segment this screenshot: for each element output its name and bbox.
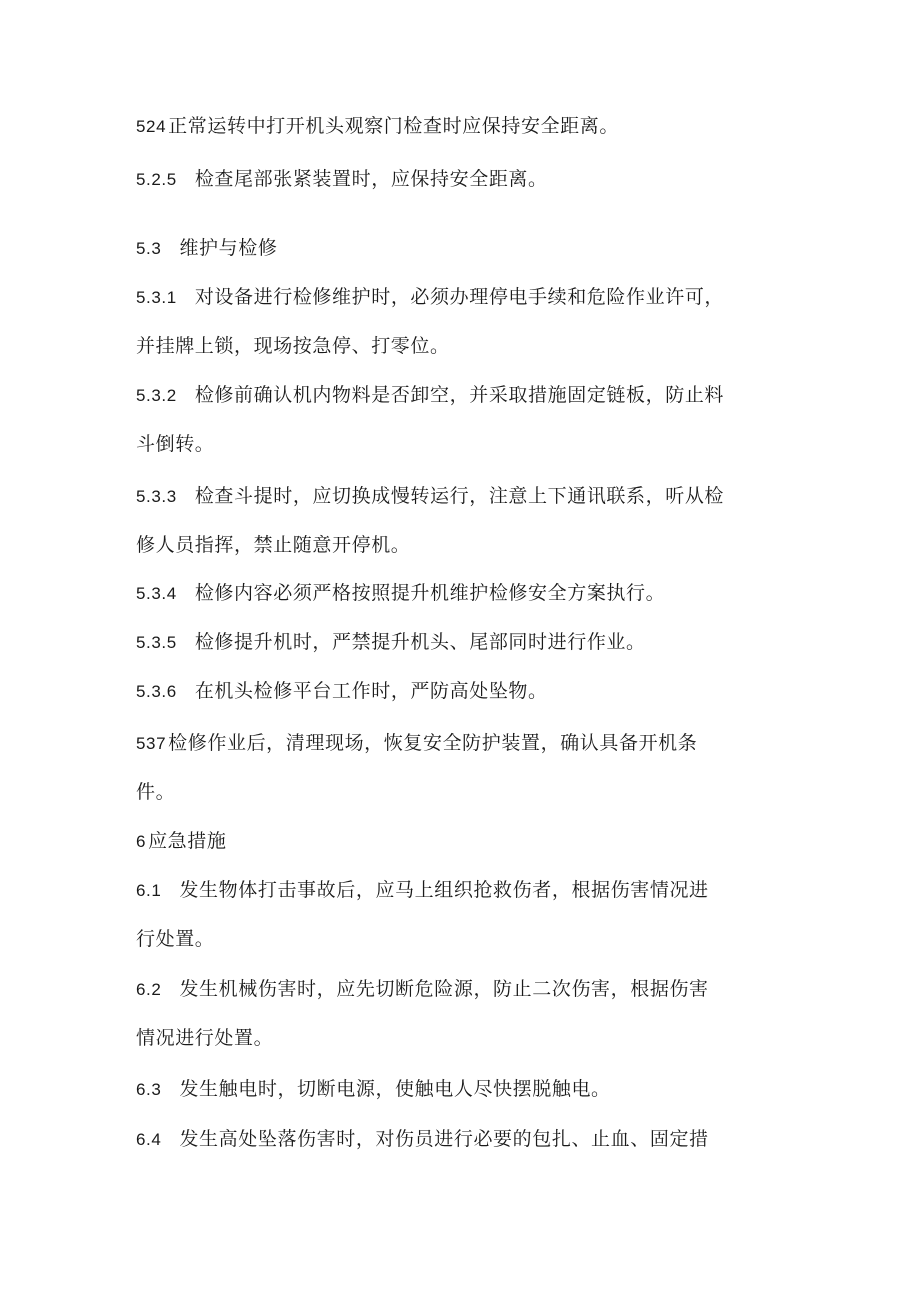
clause-text: 检修作业后，清理现场，恢复安全防护装置，确认具备开机条 bbox=[168, 732, 698, 754]
clause-number: 6.2 bbox=[136, 980, 162, 999]
section-heading bbox=[136, 236, 277, 261]
clause-text: 发生触电时，切断电源，使触电人尽快摆脱触电。 bbox=[179, 1078, 611, 1100]
paragraph-line bbox=[136, 581, 665, 606]
clause-number: 5.3.4 bbox=[136, 584, 177, 603]
clause-text: 检修提升机时，严禁提升机头、尾部同时进行作业。 bbox=[194, 631, 646, 653]
paragraph-continuation bbox=[136, 334, 450, 358]
clause-text: 应急措施 bbox=[148, 830, 227, 852]
section-heading bbox=[136, 829, 226, 854]
paragraph-line bbox=[136, 731, 697, 756]
clause-text: 修人员指挥，禁止随意开停机。 bbox=[136, 534, 411, 556]
paragraph-continuation bbox=[136, 780, 175, 804]
clause-number: 5.3.2 bbox=[136, 386, 177, 405]
clause-text: 发生高处坠落伤害时，对伤员进行必要的包扎、止血、固定措 bbox=[179, 1128, 709, 1150]
paragraph-line bbox=[136, 1077, 611, 1102]
clause-text: 检修内容必须严格按照提升机维护检修安全方案执行。 bbox=[194, 582, 666, 604]
clause-number: 6.3 bbox=[136, 1080, 162, 1099]
paragraph-line bbox=[136, 1127, 709, 1152]
clause-text: 情况进行处置。 bbox=[136, 1027, 274, 1049]
paragraph-line bbox=[136, 114, 619, 139]
paragraph-line bbox=[136, 167, 548, 192]
clause-text: 斗倒转。 bbox=[136, 433, 215, 455]
clause-number: 5.3 bbox=[136, 239, 162, 258]
clause-text: 在机头检修平台工作时，严防高处坠物。 bbox=[194, 680, 548, 702]
paragraph-continuation bbox=[136, 927, 214, 951]
clause-number: 524 bbox=[136, 117, 167, 136]
clause-number: 5.3.1 bbox=[136, 288, 177, 307]
paragraph-continuation bbox=[136, 533, 410, 557]
paragraph-line bbox=[136, 630, 646, 655]
clause-number: 5.2.5 bbox=[136, 170, 177, 189]
clause-text: 发生物体打击事故后，应马上组织抢救伤者，根据伤害情况进 bbox=[179, 879, 709, 901]
clause-number: 537 bbox=[136, 734, 167, 753]
paragraph-line bbox=[136, 679, 548, 704]
paragraph-line bbox=[136, 878, 709, 903]
paragraph-continuation bbox=[136, 1026, 273, 1050]
clause-number: 5.3.5 bbox=[136, 633, 177, 652]
clause-number: 6.1 bbox=[136, 881, 162, 900]
clause-text: 行处置。 bbox=[136, 928, 215, 950]
paragraph-line bbox=[136, 977, 709, 1002]
clause-text: 检修前确认机内物料是否卸空，并采取措施固定链板，防止料 bbox=[194, 384, 725, 406]
paragraph-line bbox=[136, 285, 724, 310]
clause-number: 5.3.3 bbox=[136, 487, 177, 506]
clause-number: 6 bbox=[136, 832, 147, 851]
clause-text: 正常运转中打开机头观察门检查时应保持安全距离。 bbox=[168, 115, 619, 137]
paragraph-continuation bbox=[136, 432, 214, 456]
paragraph-line bbox=[136, 484, 724, 509]
clause-number: 5.3.6 bbox=[136, 682, 177, 701]
clause-text: 发生机械伤害时，应先切断危险源，防止二次伤害，根据伤害 bbox=[179, 978, 709, 1000]
clause-text: 检查斗提时，应切换成慢转运行，注意上下通讯联系，听从检 bbox=[194, 485, 725, 507]
clause-number: 6.4 bbox=[136, 1130, 162, 1149]
clause-text: 件。 bbox=[136, 781, 176, 803]
clause-text: 并挂牌上锁，现场按急停、打零位。 bbox=[136, 335, 450, 357]
clause-text: 检查尾部张紧装置时，应保持安全距离。 bbox=[194, 168, 548, 190]
paragraph-line bbox=[136, 383, 724, 408]
clause-text: 维护与检修 bbox=[179, 237, 278, 259]
clause-text: 对设备进行检修维护时，必须办理停电手续和危险作业许可， bbox=[194, 286, 725, 308]
